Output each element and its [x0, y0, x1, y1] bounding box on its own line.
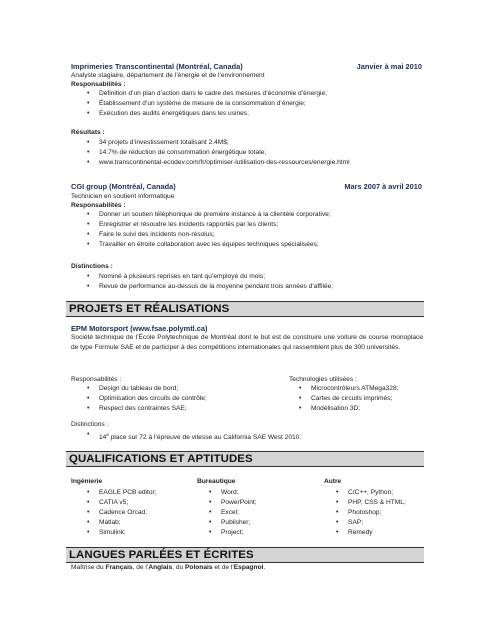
list-item: • Revue de performance au-dessus de la moyenne pendant trois années d’affilée; — [82, 282, 333, 292]
language-french: Français — [105, 564, 133, 571]
project-title: EPM Motorsport (www.fsae.polymtl.ca) — [71, 324, 208, 333]
section-languages-title: LANGUES PARLÉES ET ÉCRITES — [69, 549, 254, 561]
qual-col3-label: Autre — [324, 478, 342, 485]
languages-text: . — [263, 564, 266, 571]
job1-results-list — [82, 138, 350, 168]
list-item: • Modélisation 3D; — [294, 404, 398, 414]
project-dist-label: Distinctions : — [71, 421, 109, 428]
list-item — [82, 430, 301, 443]
language-english: Anglais — [148, 564, 173, 571]
list-item: • Matlab; — [82, 518, 157, 528]
list-item: • CATIA v5; — [82, 498, 157, 508]
distinction-text: place sur 72 à l’épreuve de vitesse au California SAE West 2010. — [108, 434, 302, 442]
list-item: • Exécution des audits énergétiques dans les usines; — [82, 109, 327, 119]
language-polish: Polonais — [185, 564, 213, 571]
list-item: • 14.7% de réduction de consommation énergétique totale; — [82, 148, 350, 158]
list-item: • Word; — [204, 488, 257, 498]
languages-text: , de l’ — [132, 564, 149, 571]
job2-header — [71, 182, 422, 191]
job2-resp-list — [82, 210, 331, 250]
list-item: • Travailler en étroite collaboration avec les équipes techniques spécialisées; — [82, 240, 331, 250]
qual-col2-label: Bureautique — [197, 478, 236, 485]
list-item: • Définition d’un plan d’action dans le cadre des mesures d’économie d’énergie; — [82, 89, 327, 99]
list-item: • Enregistrer et résoudre les incidents rapportés par les clients; — [82, 220, 331, 230]
job1-date: Janvier à mai 2010 — [356, 62, 422, 71]
project-tech-list — [294, 384, 398, 414]
job1-company: Imprimeries Transcontinental (Montréal, Canada) — [71, 62, 243, 71]
list-item: • Project; — [204, 528, 257, 538]
job1-results-label: Résultats : — [71, 129, 105, 136]
section-projects-title: PROJETS ET RÉALISATIONS — [69, 303, 230, 315]
list-item: • Établissement d’un système de mesure de la consommation d’énergie; — [82, 99, 327, 109]
list-item: • PowerPoint; — [204, 498, 257, 508]
project-tech-label: Technologies utilisées : — [289, 376, 357, 383]
list-item: • Publisher; — [204, 518, 257, 528]
list-item: • Nominé à plusieurs reprises en tant qu’employé du mois; — [82, 272, 333, 282]
language-spanish: Espagnol — [233, 564, 264, 571]
project-resp-list — [82, 384, 207, 414]
job1-header — [71, 62, 422, 71]
list-item: • PHP, CSS & HTML; — [331, 498, 406, 508]
list-item: • www.transcontinental-ecodev.com/fr/optimiser-lutilisation-des-ressources/energie.html — [82, 158, 350, 168]
list-item: • Photoshop; — [331, 508, 406, 518]
languages-line — [71, 563, 265, 572]
list-item: • C/C++, Python; — [331, 488, 406, 498]
list-item: • 34 projets d’investissement totalisant 2.4M$; — [82, 138, 350, 148]
list-item: • Simulink; — [82, 528, 157, 538]
list-item: • EAGLE PCB editor; — [82, 488, 157, 498]
languages-text: Maîtrise du — [71, 564, 106, 571]
distinction-rank: 14 — [99, 434, 107, 442]
job2-resp-label: Responsabilités : — [71, 202, 126, 209]
list-item: • Remedy — [331, 528, 406, 538]
job2-company: CGI group (Montréal, Canada) — [71, 182, 176, 191]
section-qualifications-title: QUALIFICATIONS ET APTITUDES — [69, 453, 253, 465]
qual-col1-list — [82, 488, 157, 538]
languages-text: et de l’ — [212, 564, 234, 571]
list-item: • Donner un soutien téléphonique de première instance à la clientèle corporative; — [82, 210, 331, 220]
project-dist-list — [82, 430, 301, 443]
job2-date: Mars 2007 à avril 2010 — [344, 182, 422, 191]
qual-col2-list — [204, 488, 257, 538]
list-item: • Cartes de circuits imprimés; — [294, 394, 398, 404]
list-item: • Design du tableau de bord; — [82, 384, 207, 394]
section-projects — [66, 301, 424, 317]
job2-dist-label: Distinctions : — [71, 263, 113, 270]
list-item: • Microcontrôleurs ATMega328; — [294, 384, 398, 394]
qual-col1-label: Ingénierie — [71, 478, 103, 485]
job2-dist-list — [82, 272, 333, 292]
list-item: • Respect des contraintes SAE; — [82, 404, 207, 414]
languages-text: , du — [172, 564, 186, 571]
project-resp-label: Responsabilités : — [71, 376, 122, 383]
list-item: • Optimisation des circuits de contrôle; — [82, 394, 207, 404]
qual-col3-list — [331, 488, 406, 538]
list-item: • SAP; — [331, 518, 406, 528]
job1-role: Analyste stagiaire, département de l’énergie et de l’environnement — [71, 72, 265, 79]
distinction-rank-suffix: e — [106, 432, 109, 437]
job2-role: Technicien en soutient informatique — [71, 193, 175, 200]
list-item: • Faire le suivi des incidents non-résolus; — [82, 230, 331, 240]
section-qualifications — [66, 451, 424, 467]
job1-resp-label: Responsabilités : — [71, 81, 126, 88]
list-item: • Cadence Orcad; — [82, 508, 157, 518]
list-item: • Excel; — [204, 508, 257, 518]
section-languages — [66, 547, 424, 563]
project-description: Société technique de l’École Polytechnique de Montréal dont le but est de construire une voiture de course monoplace de type Formule SAE et de participer à des compétitions internationales qui rassemblent plus de 300 universités. — [71, 334, 423, 352]
job1-resp-list — [82, 89, 327, 119]
